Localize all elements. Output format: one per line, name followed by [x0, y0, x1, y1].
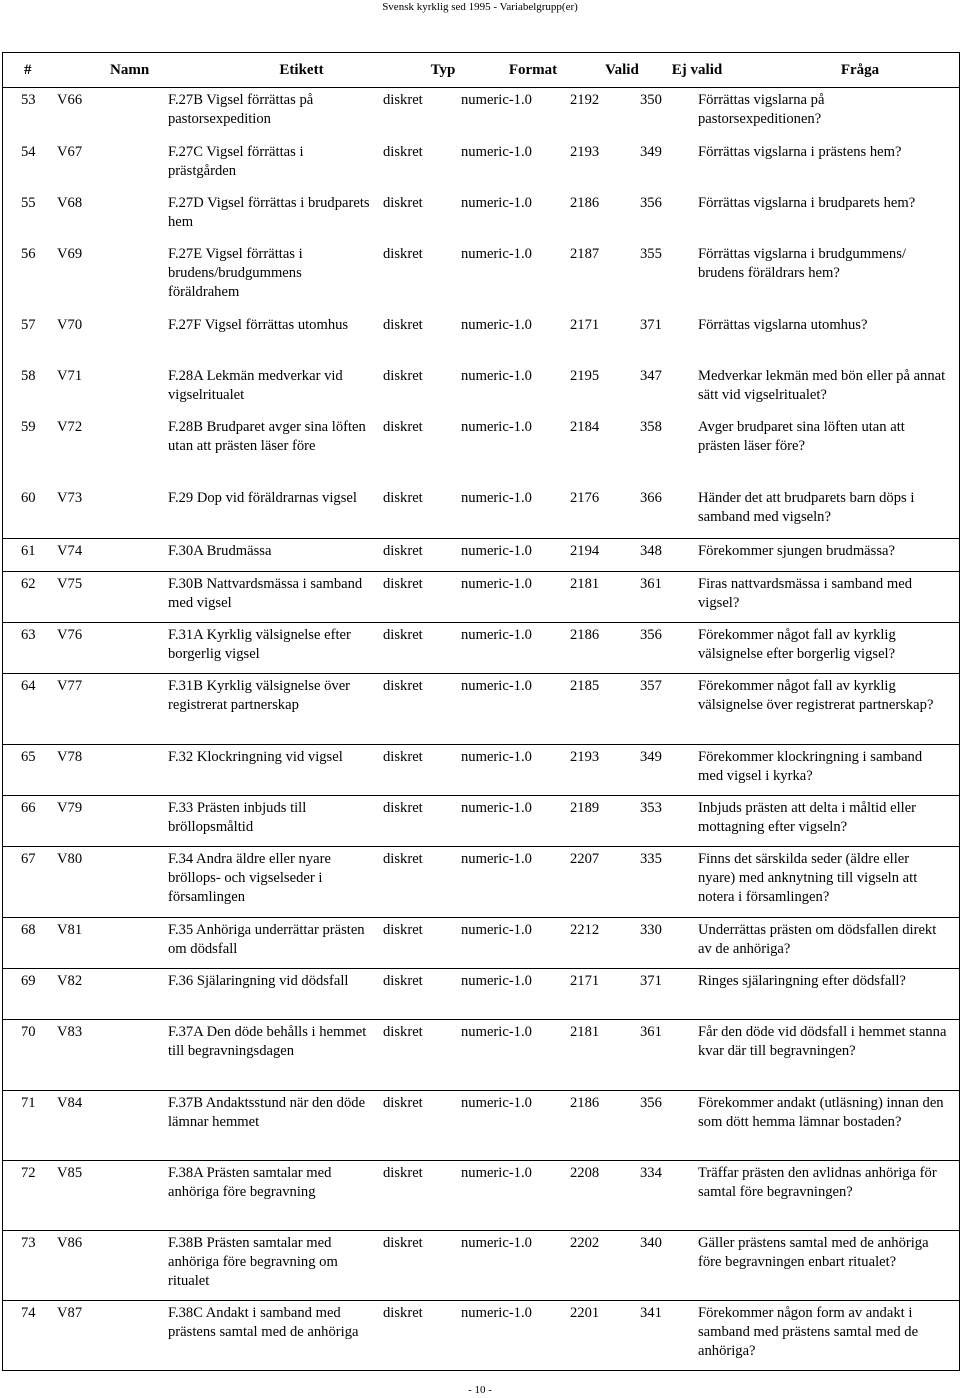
row-question: Förekommer klockringning i samband med vigsel i kyrka? [698, 749, 923, 784]
table-body [3, 88, 959, 1371]
row-question: Förrättas vigslarna på pastorsexpeditionen? [698, 92, 825, 127]
row-type: diskret [383, 922, 423, 938]
row-invalid: 356 [640, 1095, 662, 1111]
row-invalid: 348 [640, 543, 662, 559]
row-type: diskret [383, 627, 423, 643]
row-type: diskret [383, 1165, 423, 1181]
row-format: numeric-1.0 [461, 1305, 532, 1321]
row-name: V72 [57, 419, 83, 435]
row-type: diskret [383, 543, 423, 559]
row-number: 56 [21, 246, 36, 262]
col-header-name: Namn [110, 61, 150, 78]
col-header-question: Fråga [840, 61, 880, 78]
row-format: numeric-1.0 [461, 1024, 532, 1040]
row-format: numeric-1.0 [461, 851, 532, 867]
row-name: V76 [57, 627, 83, 643]
col-header-label: Etikett [279, 61, 324, 78]
row-invalid: 371 [640, 973, 662, 989]
row-name: V78 [57, 749, 83, 765]
row-type: diskret [383, 92, 423, 108]
row-valid: 2171 [570, 317, 600, 333]
row-invalid: 356 [640, 627, 662, 643]
row-format: numeric-1.0 [461, 576, 532, 592]
row-name: V67 [57, 144, 83, 160]
table-row [3, 847, 959, 918]
row-valid: 2181 [570, 1024, 600, 1040]
table-row [3, 364, 959, 415]
row-number: 69 [21, 973, 36, 989]
table-row [3, 191, 959, 242]
row-question: Får den döde vid dödsfall i hemmet stanna kvar där till begravningen? [698, 1024, 947, 1059]
table-row [3, 1231, 959, 1301]
row-label: F.31B Kyrklig välsignelse över registrerat partnerskap [168, 678, 351, 713]
row-number: 53 [21, 92, 36, 108]
row-valid: 2186 [570, 1095, 600, 1111]
row-invalid: 361 [640, 576, 662, 592]
table-row [3, 1091, 959, 1161]
row-valid: 2186 [570, 195, 600, 211]
row-question: Finns det särskilda seder (äldre eller nyare) med anknytning till vigseln att notera i församlingen? [698, 851, 918, 905]
table-row [3, 140, 959, 191]
row-name: V79 [57, 800, 83, 816]
row-invalid: 356 [640, 195, 662, 211]
row-valid: 2171 [570, 973, 600, 989]
table-row [3, 415, 959, 486]
row-name: V74 [57, 543, 83, 559]
row-label: F.36 Själaringning vid dödsfall [168, 973, 349, 989]
row-number: 65 [21, 749, 36, 765]
row-invalid: 347 [640, 368, 662, 384]
row-label: F.27F Vigsel förrättas utomhus [168, 317, 349, 333]
row-label: F.29 Dop vid föräldrarnas vigsel [168, 490, 357, 506]
row-question: Medverkar lekmän med bön eller på annat sätt vid vigselritualet? [698, 368, 946, 403]
row-invalid: 371 [640, 317, 662, 333]
table-row [3, 674, 959, 745]
table-row [3, 623, 959, 674]
row-name: V73 [57, 490, 83, 506]
row-valid: 2193 [570, 144, 600, 160]
row-question: Förrättas vigslarna utomhus? [698, 317, 868, 333]
row-valid: 2187 [570, 246, 600, 262]
row-label: F.27B Vigsel förrättas på pastorsexpedition [168, 92, 314, 127]
row-type: diskret [383, 678, 423, 694]
row-valid: 2201 [570, 1305, 600, 1321]
row-name: V85 [57, 1165, 83, 1181]
row-question: Förrättas vigslarna i brudparets hem? [698, 195, 916, 211]
row-format: numeric-1.0 [461, 973, 532, 989]
row-invalid: 366 [640, 490, 662, 506]
row-valid: 2202 [570, 1235, 600, 1251]
row-invalid: 350 [640, 92, 662, 108]
row-type: diskret [383, 419, 423, 435]
row-type: diskret [383, 144, 423, 160]
row-format: numeric-1.0 [461, 678, 532, 694]
row-type: diskret [383, 1305, 423, 1321]
col-header-invalid: Ej valid [671, 61, 723, 78]
row-type: diskret [383, 576, 423, 592]
row-name: V84 [57, 1095, 83, 1111]
row-label: F.37B Andaktsstund när den döde lämnar hemmet [168, 1095, 366, 1130]
row-number: 64 [21, 678, 36, 694]
row-label: F.33 Prästen inbjuds till bröllopsmåltid [168, 800, 307, 835]
row-invalid: 334 [640, 1165, 662, 1181]
row-valid: 2181 [570, 576, 600, 592]
row-valid: 2207 [570, 851, 600, 867]
row-number: 63 [21, 627, 36, 643]
row-question: Firas nattvardsmässa i samband med vigsel? [698, 576, 912, 611]
row-name: V70 [57, 317, 83, 333]
row-format: numeric-1.0 [461, 922, 532, 938]
row-question: Förekommer andakt (utläsning) innan den som dött hemma lämnar bostaden? [698, 1095, 944, 1130]
row-invalid: 355 [640, 246, 662, 262]
table-row [3, 486, 959, 539]
row-number: 57 [21, 317, 36, 333]
row-invalid: 335 [640, 851, 662, 867]
row-format: numeric-1.0 [461, 246, 532, 262]
page-number: - 10 - [468, 1384, 492, 1396]
row-invalid: 353 [640, 800, 662, 816]
row-invalid: 361 [640, 1024, 662, 1040]
row-number: 74 [21, 1305, 36, 1321]
row-label: F.31A Kyrklig välsignelse efter borgerlig vigsel [168, 627, 351, 662]
row-question: Gäller prästens samtal med de anhöriga före begravningen enbart ritualet? [698, 1235, 929, 1270]
row-type: diskret [383, 1024, 423, 1040]
row-question: Avger brudparet sina löften utan att prästen läser före? [698, 419, 905, 454]
row-question: Underrättas prästen om dödsfallen direkt av de anhöriga? [698, 922, 937, 957]
row-label: F.28A Lekmän medverkar vid vigselritualet [168, 368, 343, 403]
row-type: diskret [383, 851, 423, 867]
table-row [3, 918, 959, 969]
row-question: Förekommer något fall av kyrklig välsignelse efter borgerlig vigsel? [698, 627, 896, 662]
row-label: F.35 Anhöriga underrättar prästen om dödsfall [168, 922, 365, 957]
row-invalid: 349 [640, 144, 662, 160]
row-name: V87 [57, 1305, 83, 1321]
row-valid: 2176 [570, 490, 600, 506]
row-valid: 2193 [570, 749, 600, 765]
row-label: F.27D Vigsel förrättas i brudparets hem [168, 195, 370, 230]
row-valid: 2208 [570, 1165, 600, 1181]
row-label: F.30A Brudmässa [168, 543, 272, 559]
row-question: Händer det att brudparets barn döps i samband med vigseln? [698, 490, 915, 525]
row-name: V75 [57, 576, 83, 592]
row-question: Träffar prästen den avlidnas anhöriga för samtal före begravningen? [698, 1165, 937, 1200]
row-number: 72 [21, 1165, 36, 1181]
row-number: 61 [21, 543, 36, 559]
row-number: 67 [21, 851, 36, 867]
table-row [3, 88, 959, 140]
col-header-valid: Valid [605, 61, 639, 78]
running-header: Svensk kyrklig sed 1995 - Variabelgrupp(er) [382, 1, 578, 13]
row-number: 54 [21, 144, 36, 160]
col-header-num: # [24, 61, 32, 78]
row-label: F.37A Den döde behålls i hemmet till begravningsdagen [168, 1024, 367, 1059]
row-type: diskret [383, 749, 423, 765]
row-label: F.34 Andra äldre eller nyare bröllops- och vigselseder i församlingen [168, 851, 331, 905]
row-name: V81 [57, 922, 83, 938]
table-row [3, 539, 959, 572]
row-label: F.27C Vigsel förrättas i prästgården [168, 144, 304, 179]
row-name: V80 [57, 851, 83, 867]
row-question: Förrättas vigslarna i prästens hem? [698, 144, 902, 160]
row-invalid: 357 [640, 678, 662, 694]
row-format: numeric-1.0 [461, 800, 532, 816]
table-row [3, 796, 959, 847]
row-question: Inbjuds prästen att delta i måltid eller mottagning efter vigseln? [698, 800, 917, 835]
row-format: numeric-1.0 [461, 543, 532, 559]
row-number: 70 [21, 1024, 36, 1040]
row-format: numeric-1.0 [461, 368, 532, 384]
row-valid: 2189 [570, 800, 600, 816]
row-number: 59 [21, 419, 36, 435]
row-type: diskret [383, 800, 423, 816]
row-number: 73 [21, 1235, 36, 1251]
row-question: Förrättas vigslarna i brudgummens/ brudens föräldrars hem? [698, 246, 906, 281]
row-valid: 2184 [570, 419, 600, 435]
row-label: F.38C Andakt i samband med prästens samtal med de anhöriga [168, 1305, 359, 1340]
row-valid: 2192 [570, 92, 600, 108]
row-type: diskret [383, 195, 423, 211]
table-row [3, 1161, 959, 1231]
row-number: 55 [21, 195, 36, 211]
row-invalid: 349 [640, 749, 662, 765]
row-format: numeric-1.0 [461, 490, 532, 506]
row-number: 66 [21, 800, 36, 816]
row-format: numeric-1.0 [461, 1235, 532, 1251]
table-row [3, 313, 959, 364]
row-label: F.38B Prästen samtalar med anhöriga före begravning om ritualet [168, 1235, 338, 1289]
row-type: diskret [383, 973, 423, 989]
row-number: 62 [21, 576, 36, 592]
row-name: V86 [57, 1235, 83, 1251]
row-format: numeric-1.0 [461, 1095, 532, 1111]
table-header-row [3, 53, 959, 88]
table-row [3, 572, 959, 623]
row-name: V83 [57, 1024, 83, 1040]
row-invalid: 341 [640, 1305, 662, 1321]
row-format: numeric-1.0 [461, 317, 532, 333]
row-valid: 2185 [570, 678, 600, 694]
table-row [3, 1301, 959, 1371]
row-type: diskret [383, 490, 423, 506]
row-label: F.38A Prästen samtalar med anhöriga före begravning [168, 1165, 332, 1200]
row-name: V66 [57, 92, 83, 108]
row-format: numeric-1.0 [461, 627, 532, 643]
row-number: 68 [21, 922, 36, 938]
table-row [3, 745, 959, 796]
row-format: numeric-1.0 [461, 419, 532, 435]
row-type: diskret [383, 1095, 423, 1111]
row-invalid: 340 [640, 1235, 662, 1251]
table-row [3, 1020, 959, 1091]
col-header-type: Typ [430, 61, 456, 78]
row-question: Ringes själaringning efter dödsfall? [698, 973, 906, 989]
row-question: Förekommer någon form av andakt i samband med prästens samtal med de anhöriga? [698, 1305, 919, 1359]
row-valid: 2186 [570, 627, 600, 643]
row-valid: 2195 [570, 368, 600, 384]
row-type: diskret [383, 317, 423, 333]
row-type: diskret [383, 368, 423, 384]
row-label: F.28B Brudparet avger sina löften utan att prästen läser före [168, 419, 366, 454]
row-format: numeric-1.0 [461, 195, 532, 211]
row-valid: 2212 [570, 922, 600, 938]
row-name: V71 [57, 368, 83, 384]
row-label: F.27E Vigsel förrättas i brudens/brudgummens föräldrahem [168, 246, 303, 300]
table-row [3, 969, 959, 1020]
row-label: F.30B Nattvardsmässa i samband med vigsel [168, 576, 363, 611]
col-header-format: Format [508, 61, 558, 78]
row-question: Förekommer något fall av kyrklig välsignelse över registrerat partnerskap? [698, 678, 934, 713]
row-valid: 2194 [570, 543, 600, 559]
row-invalid: 358 [640, 419, 662, 435]
row-format: numeric-1.0 [461, 1165, 532, 1181]
row-number: 60 [21, 490, 36, 506]
row-name: V68 [57, 195, 83, 211]
row-number: 58 [21, 368, 36, 384]
row-type: diskret [383, 1235, 423, 1251]
row-format: numeric-1.0 [461, 144, 532, 160]
row-number: 71 [21, 1095, 36, 1111]
table-row [3, 242, 959, 313]
row-format: numeric-1.0 [461, 749, 532, 765]
row-invalid: 330 [640, 922, 662, 938]
row-type: diskret [383, 246, 423, 262]
row-name: V82 [57, 973, 83, 989]
row-question: Förekommer sjungen brudmässa? [698, 543, 895, 559]
row-label: F.32 Klockringning vid vigsel [168, 749, 343, 765]
variable-table [2, 52, 960, 1371]
row-format: numeric-1.0 [461, 92, 532, 108]
row-name: V77 [57, 678, 83, 694]
row-name: V69 [57, 246, 83, 262]
